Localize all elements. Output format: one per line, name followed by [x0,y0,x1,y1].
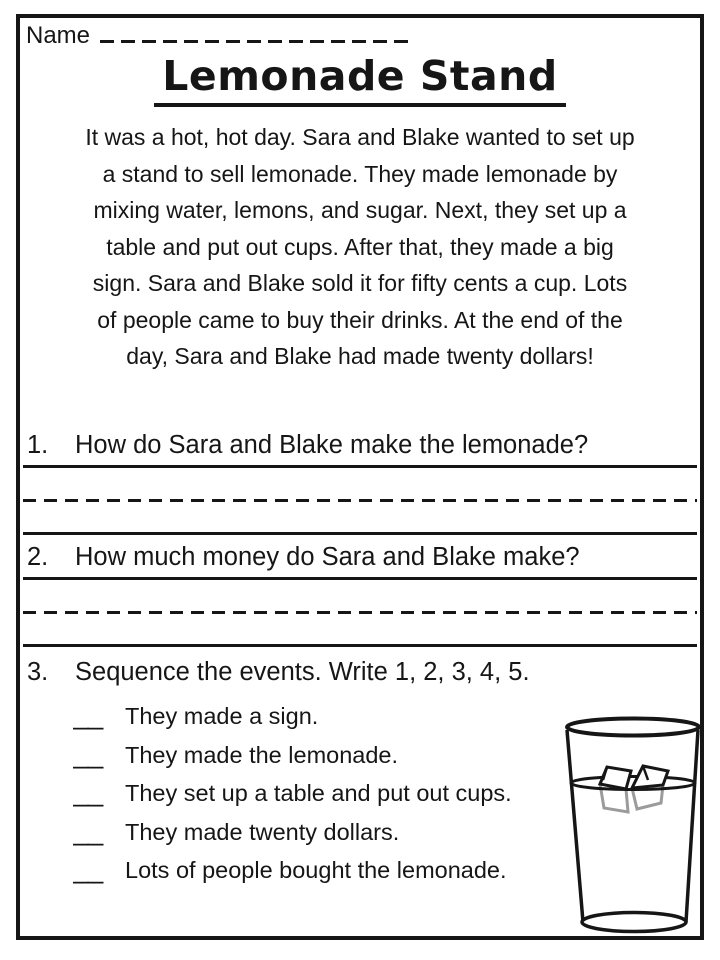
passage-line: of people came to buy their drinks. At the end of the [97,306,623,333]
answer-line-dashed [23,611,697,614]
passage-line: a stand to sell lemonade. They made lemonade by [102,160,618,187]
sequence-item-text: Lots of people bought the lemonade. [125,857,507,883]
glass-rim [567,719,699,736]
question-2-text-row [23,543,697,580]
passage-line: mixing water, lemons, and sugar. Next, they set up a [93,197,627,223]
passage-line: table and put out cups. After that, they made a big [106,233,614,260]
sequence-blank-input[interactable]: __ [73,814,103,846]
passage-line: day, Sara and Blake had made twenty dollars! [126,343,594,369]
sequence-blank-input[interactable]: __ [73,776,103,807]
sequence-item-text: They made a sign. [125,703,319,729]
sequence-item-text: They made the lemonade. [125,741,399,768]
sequence-blank-input[interactable]: __ [73,699,103,730]
sequence-item-text: They made twenty dollars. [125,818,400,845]
sequence-blank-input[interactable]: __ [73,853,103,884]
name-label: Name [26,22,91,49]
question-number: 1. [27,431,49,459]
question-text: Sequence the events. Write 1, 2, 3, 4, 5. [75,658,530,686]
answer-area-q1[interactable] [23,499,697,535]
question-text: How do Sara and Blake make the lemonade? [75,431,589,459]
sequence-item-text: They set up a table and put out cups. [125,780,512,806]
question-text: How much money do Sara and Blake make? [75,543,580,571]
lemonade-glass-icon [562,712,700,938]
name-row [26,22,408,50]
worksheet-frame [16,14,704,940]
answer-line-solid [23,532,697,535]
passage-line: It was a hot, hot day. Sara and Blake wanted to set up [85,124,635,150]
reading-passage [20,119,700,375]
question-1-text-row [23,431,697,468]
sequence-blank-input[interactable]: __ [73,737,103,769]
answer-area-q2[interactable] [23,611,697,647]
question-2 [23,543,697,647]
passage-line: sign. Sara and Blake sold it for fifty cents a cup. Lots [92,270,628,296]
answer-line-dashed [23,499,697,502]
name-input-line[interactable] [100,40,408,43]
question-number: 2. [27,543,49,571]
question-1 [23,431,697,535]
answer-line-solid [23,644,697,647]
question-number: 3. [27,658,49,686]
page-title: Lemonade Stand [154,52,565,107]
glass-outline [567,730,698,932]
question-3-text-row [23,658,697,692]
title-wrap [20,52,700,107]
